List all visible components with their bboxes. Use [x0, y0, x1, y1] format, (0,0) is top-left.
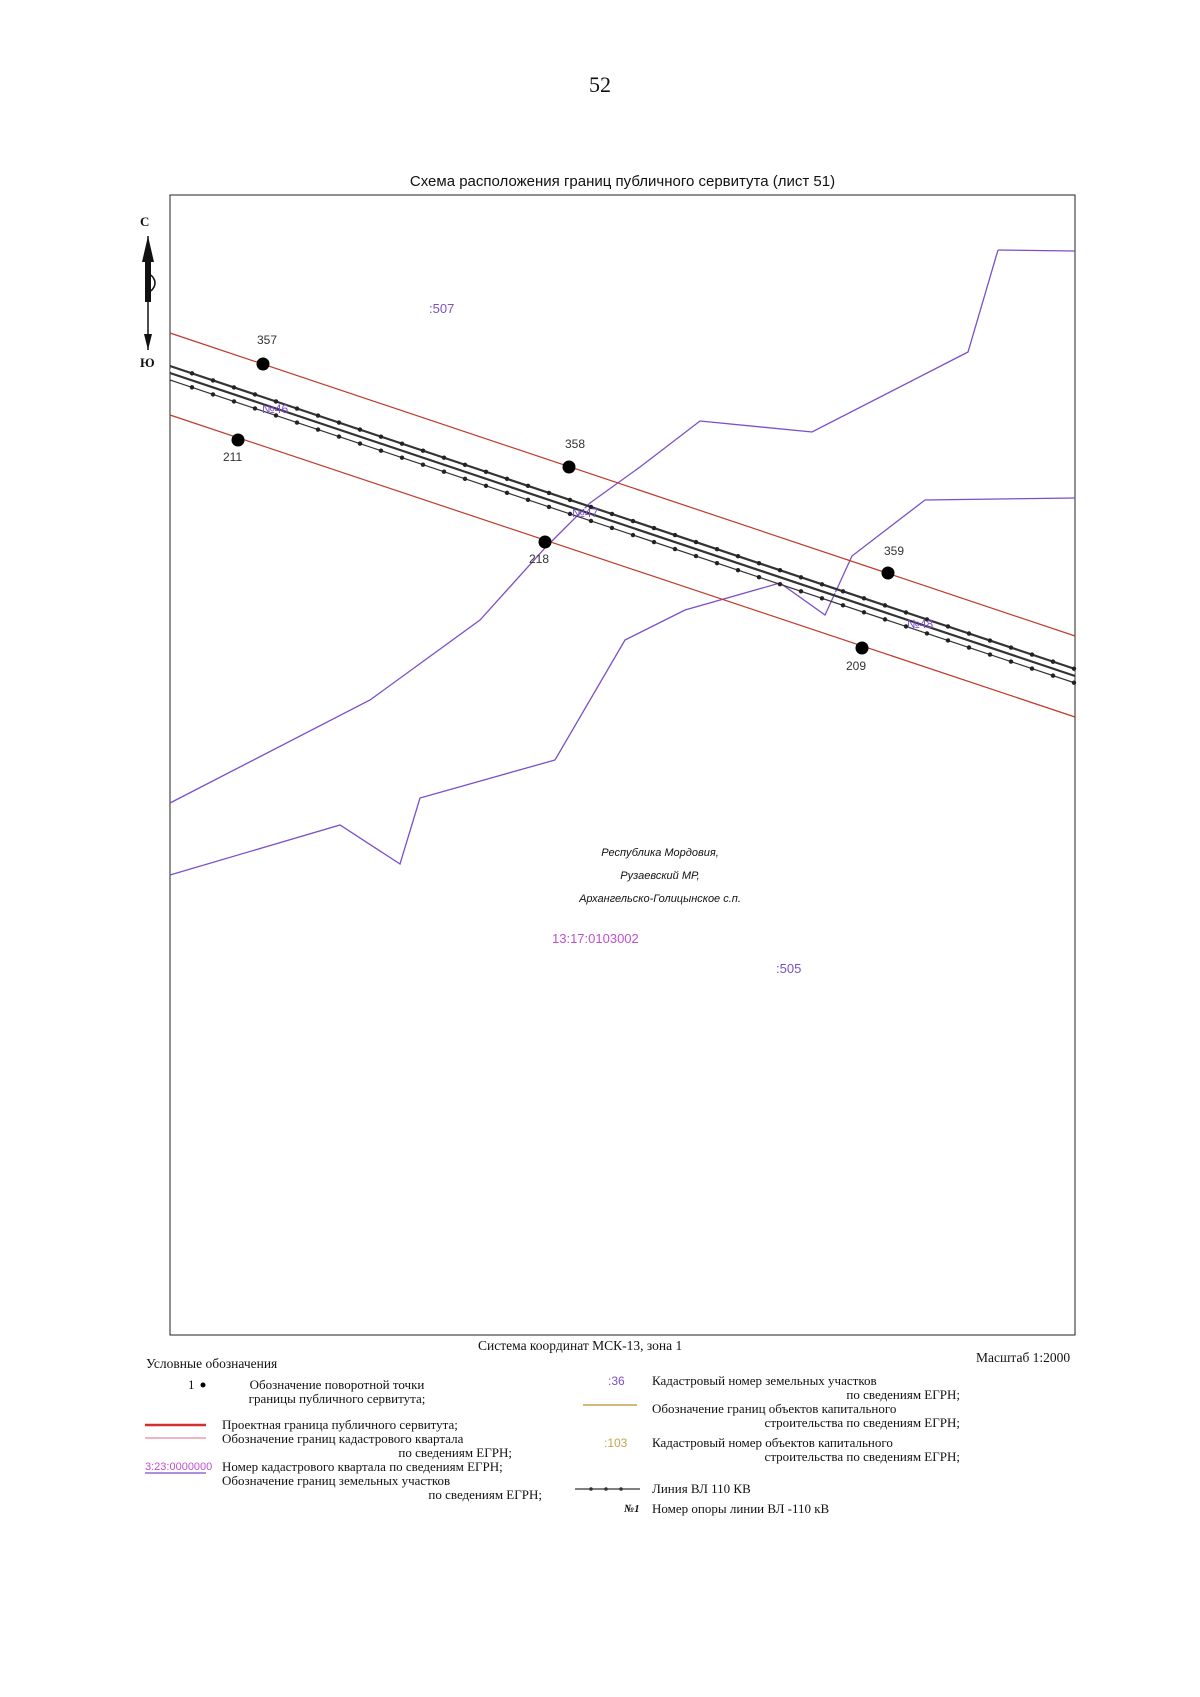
power-line-dot [442, 456, 446, 460]
power-line-dot [379, 434, 383, 438]
power-line-dot [673, 547, 677, 551]
legend-parcel-number-desc2: по сведениям ЕГРН; [846, 1387, 960, 1402]
power-line-dot [421, 449, 425, 453]
power-line-dot [694, 540, 698, 544]
legend-quarter-number-desc: Номер кадастрового квартала по сведениям ЕГРН; [222, 1459, 503, 1474]
power-line-dot [883, 617, 887, 621]
point-label: 211 [223, 450, 243, 464]
power-line-dot [547, 505, 551, 509]
quarter-number-label: 13:17:0103002 [552, 931, 639, 946]
power-line-dot [211, 378, 215, 382]
legend-quarter-number [222, 1460, 503, 1474]
power-line-dot [610, 512, 614, 516]
power-line-dot [211, 392, 215, 396]
support-label: №48 [907, 617, 934, 631]
power-line-dot [652, 526, 656, 530]
power-line-dot [862, 596, 866, 600]
power-line-dot [358, 427, 362, 431]
power-line-dot [988, 652, 992, 656]
turning-point-359 [882, 567, 895, 580]
legend-point [222, 1378, 452, 1406]
power-line-dot [862, 610, 866, 614]
power-line-dot [463, 477, 467, 481]
legend-servitude [222, 1418, 458, 1432]
legend-support-number-symbol: №1 [624, 1503, 640, 1515]
power-line-dot [631, 519, 635, 523]
power-line-dot [883, 603, 887, 607]
point-label: 357 [257, 333, 278, 347]
legend-parcel-boundary-desc: Обозначение границ земельных участков [222, 1473, 451, 1488]
power-line-dot [988, 638, 992, 642]
power-line-dot [190, 385, 194, 389]
legend-parcel-number-symbol: :36 [608, 1374, 625, 1388]
power-line-dot [253, 406, 257, 410]
power-line-dot [946, 638, 950, 642]
point-label: 209 [846, 659, 867, 673]
point-label: 358 [565, 437, 586, 451]
parcel-boundary-middle [170, 498, 1075, 875]
power-line-dot [736, 554, 740, 558]
legend-point-symbol: 1 [188, 1377, 195, 1392]
power-line-dot [610, 526, 614, 530]
power-line-dot [778, 568, 782, 572]
power-line-dot [799, 589, 803, 593]
legend-quarter-boundary-desc2: по сведениям ЕГРН; [398, 1445, 512, 1460]
compass-south-label: Ю [140, 355, 155, 370]
power-line [170, 366, 1076, 685]
power-line-dot [400, 441, 404, 445]
power-line-dot [1030, 666, 1034, 670]
turning-point-357 [257, 358, 270, 371]
support-label: №46 [262, 402, 289, 416]
legend-capital-number [652, 1436, 960, 1464]
power-line-dot [967, 645, 971, 649]
power-line-dot [652, 540, 656, 544]
power-line-dot [337, 420, 341, 424]
support-label: №47 [572, 506, 599, 520]
compass-arrow-icon [142, 236, 155, 350]
power-line-dot [190, 371, 194, 375]
power-line-dot [568, 498, 572, 502]
power-line-dot [1009, 659, 1013, 663]
legend-capital-number-desc2: строительства по сведениям ЕГРН; [764, 1449, 960, 1464]
parcel-boundary-upper-2 [170, 250, 998, 803]
parcel-label: :507 [429, 301, 455, 316]
power-line-dot [967, 631, 971, 635]
location-settlement: Архангельско-Голицынское с.п. [579, 893, 741, 905]
power-line-dot [715, 547, 719, 551]
legend-capital-number-desc: Кадастровый номер объектов капитального [652, 1435, 893, 1450]
parcel-label: :505 [776, 961, 802, 976]
power-line-dot [484, 484, 488, 488]
power-line-dot [442, 470, 446, 474]
power-line-dot [526, 498, 530, 502]
power-line-dot [358, 441, 362, 445]
legend-capital-boundary [652, 1402, 960, 1430]
power-line-dot [526, 484, 530, 488]
turning-point-209 [856, 642, 869, 655]
legend-parcel-boundary-desc2: по сведениям ЕГРН; [428, 1487, 542, 1502]
power-line-dot [1072, 666, 1076, 670]
point-label: 218 [529, 552, 550, 566]
point-label: 359 [884, 544, 905, 558]
coordinate-system: Система координат МСК-13, зона 1 [478, 1338, 683, 1353]
power-line-dot [484, 470, 488, 474]
turning-point-358 [563, 461, 576, 474]
location-district: Рузаевский МР, [620, 870, 700, 882]
power-line-dot [295, 420, 299, 424]
power-line-dot [505, 477, 509, 481]
power-line-dot [232, 385, 236, 389]
page-number: 52 [589, 72, 611, 97]
power-line-dot [505, 491, 509, 495]
legend-parcel-number-desc: Кадастровый номер земельных участков [652, 1373, 877, 1388]
legend-point-desc2: границы публичного сервитута; [248, 1391, 426, 1406]
power-line-dot [232, 399, 236, 403]
power-line-dot [1072, 680, 1076, 684]
power-line-dot [253, 392, 257, 396]
legend-support-number-desc: Номер опоры линии ВЛ -110 кВ [652, 1501, 830, 1516]
power-line-dot [1051, 673, 1055, 677]
legend-servitude-desc: Проектная граница публичного сервитута; [222, 1417, 458, 1432]
power-line-dot [757, 575, 761, 579]
power-line-dot [379, 448, 383, 452]
legend-quarter-boundary [222, 1432, 542, 1460]
power-line-dot [316, 413, 320, 417]
power-line-dot [925, 631, 929, 635]
location-region: Республика Мордовия, [601, 847, 719, 859]
power-line-dot [631, 533, 635, 537]
power-line-dot [1030, 652, 1034, 656]
power-line-dot [463, 463, 467, 467]
power-line-dot [841, 589, 845, 593]
power-line-dot [778, 582, 782, 586]
map-frame [170, 195, 1075, 1335]
power-line-dot [337, 434, 341, 438]
parcel-boundary-upper [998, 250, 1075, 251]
power-line-dot [1009, 645, 1013, 649]
servitude-boundary-south [170, 415, 1075, 717]
legend-quarter-boundary-desc: Обозначение границ кадастрового квартала [222, 1431, 464, 1446]
map-title: Схема расположения границ публичного сервитута (лист 51) [409, 173, 836, 190]
legend-quarter-number-symbol: 3:23:0000000 [145, 1461, 213, 1473]
power-line-dot [736, 568, 740, 572]
power-line-dot [694, 554, 698, 558]
power-line-dot [904, 610, 908, 614]
power-line-dot [316, 427, 320, 431]
power-line-dot [547, 491, 551, 495]
servitude-boundary-north [170, 333, 1075, 636]
legend-support-number [652, 1502, 829, 1516]
power-line-dot [715, 561, 719, 565]
power-line-dot [400, 455, 404, 459]
power-line-dot [799, 575, 803, 579]
power-line-dot [841, 603, 845, 607]
compass-north-label: С [140, 214, 150, 229]
map-scale: Масштаб 1:2000 [976, 1350, 1071, 1365]
power-line-dot [673, 533, 677, 537]
legend-parcel-boundary [222, 1474, 542, 1502]
legend-capital-boundary-desc2: строительства по сведениям ЕГРН; [764, 1415, 960, 1430]
legend-point-icon [201, 1383, 206, 1388]
turning-point-218 [539, 536, 552, 549]
legend-parcel-number [652, 1374, 960, 1402]
power-line-dot [295, 406, 299, 410]
power-line-dot [1051, 659, 1055, 663]
legend-capital-boundary-desc: Обозначение границ объектов капитального [652, 1401, 897, 1416]
legend-heading: Условные обозначения [146, 1356, 278, 1371]
power-line-dot [820, 582, 824, 586]
legend-capital-number-symbol: :103 [604, 1436, 628, 1450]
power-line-dot [421, 463, 425, 467]
power-line-dot [946, 624, 950, 628]
legend-power-line-desc: Линия ВЛ 110 КВ [652, 1481, 751, 1496]
legend-power-line [652, 1482, 751, 1496]
power-line-dot [757, 561, 761, 565]
turning-point-211 [232, 434, 245, 447]
power-line-dot [820, 596, 824, 600]
legend-point-desc: Обозначение поворотной точки [249, 1377, 425, 1392]
